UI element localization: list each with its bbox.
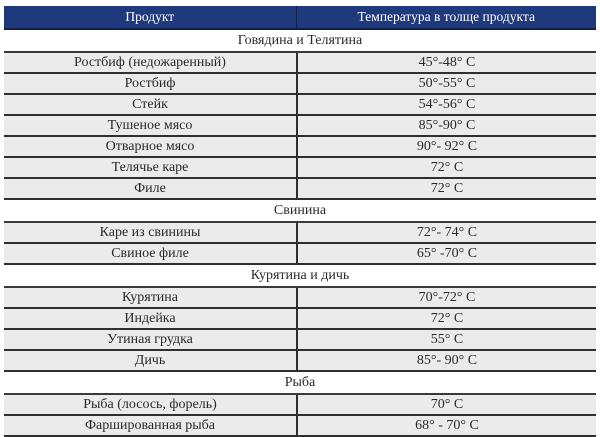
table-row [4, 330, 596, 351]
table-row [4, 351, 596, 372]
temperature-cell: 70°-72° C [418, 289, 476, 305]
temperature-table [4, 6, 596, 437]
product-cell: Стейк [4, 95, 298, 114]
table-row [4, 309, 596, 330]
table-row [4, 288, 596, 309]
header-temperature: Температура в толще продукта [357, 9, 535, 24]
table-row [4, 179, 596, 200]
table-row [4, 116, 596, 137]
section-title: Курятина и дичь [4, 265, 596, 288]
table-row [4, 244, 596, 265]
table-row [4, 223, 596, 244]
temperature-cell: 85°-90° C [418, 117, 476, 133]
temperature-cell: 90°- 92° C [416, 138, 478, 154]
product-cell: Ростбиф (недожаренный) [4, 53, 298, 72]
product-cell: Индейка [4, 309, 298, 328]
product-cell: Филе [4, 179, 298, 198]
product-cell: Тушеное мясо [4, 116, 298, 135]
product-cell: Телячье каре [4, 158, 298, 177]
product-cell: Каре из свинины [4, 223, 298, 242]
product-cell: Курятина [4, 288, 298, 307]
table-row [4, 416, 596, 437]
table-body [4, 30, 596, 437]
table-row [4, 158, 596, 179]
temperature-cell: 50°-55° C [418, 75, 476, 91]
temperature-cell: 45°-48° C [418, 54, 476, 70]
temperature-cell: 72° C [430, 180, 464, 196]
product-cell: Утиная грудка [4, 330, 298, 349]
temperature-cell: 68° - 70° C [415, 417, 479, 433]
product-cell: Фаршированная рыба [4, 416, 298, 435]
product-cell: Дичь [4, 351, 298, 370]
product-cell: Свиное филе [4, 244, 298, 263]
table-row [4, 74, 596, 95]
section-title: Рыба [4, 372, 596, 395]
temperature-cell: 70° C [430, 396, 464, 412]
section-title: Говядина и Телятина [4, 30, 596, 53]
temperature-cell: 54°-56° C [418, 96, 476, 112]
section-title: Свинина [4, 200, 596, 223]
product-cell: Рыба (лосось, форель) [4, 395, 298, 414]
table-row [4, 95, 596, 116]
table-header [4, 6, 596, 30]
temperature-cell: 72°- 74° C [416, 224, 478, 240]
temperature-cell: 72° C [430, 310, 464, 326]
temperature-cell: 72° C [430, 159, 464, 175]
table-row [4, 137, 596, 158]
table-row [4, 53, 596, 74]
header-product: Продукт [4, 6, 297, 28]
temperature-cell: 85°- 90° C [416, 352, 478, 368]
product-cell: Отварное мясо [4, 137, 298, 156]
temperature-cell: 55° C [430, 331, 464, 347]
table-row [4, 395, 596, 416]
product-cell: Ростбиф [4, 74, 298, 93]
temperature-cell: 65° -70° C [416, 245, 478, 261]
